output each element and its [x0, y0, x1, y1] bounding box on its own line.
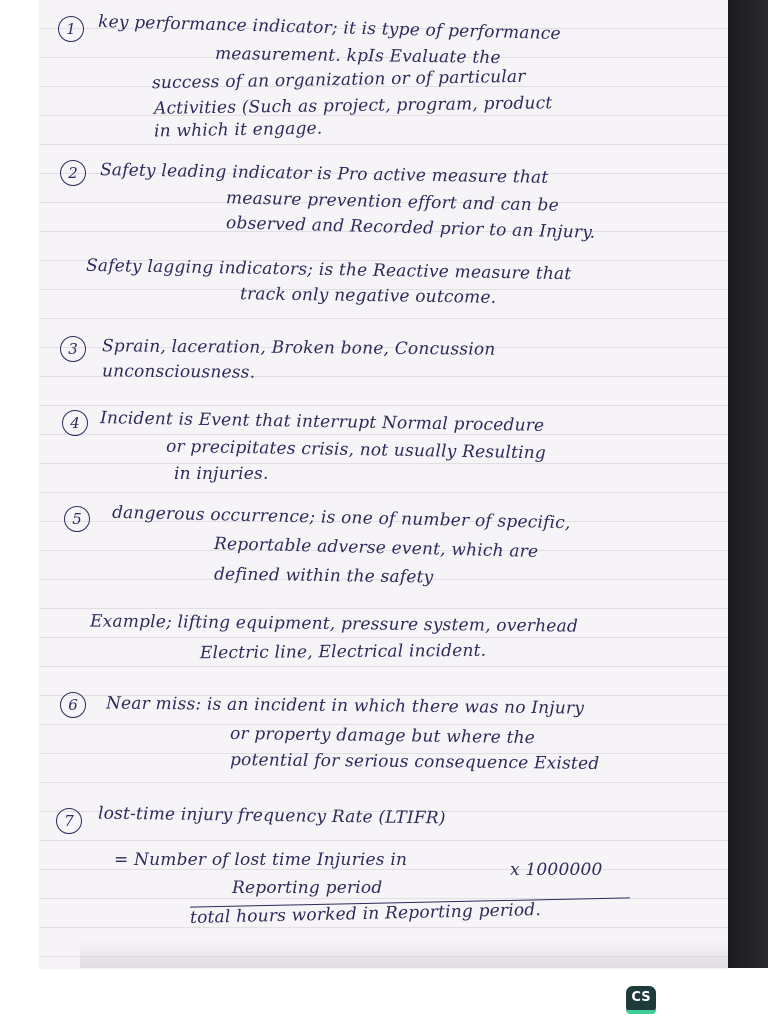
item-6-line-1: Near miss: is an incident in which there was no Injury — [105, 693, 585, 719]
item-6-line-3: potential for serious consequence Existed — [229, 750, 600, 774]
item-2b-line-1: Safety lagging indicators; is the Reactive measure that — [85, 255, 572, 285]
page-edge-shadow — [728, 0, 768, 968]
item-4-line-3: in injuries. — [174, 464, 269, 484]
camscanner-logo: CS — [626, 986, 656, 1014]
item-5-line-1: dangerous occurrence; is one of number of specific, — [111, 502, 571, 534]
item-4-line-2: or precipitates crisis, not usually Resulting — [165, 436, 547, 464]
item-7-line-1: lost-time injury frequency Rate (LTIFR) — [97, 803, 446, 829]
item-4-number: 4 — [62, 410, 88, 436]
item-3-line-2: unconsciousness. — [101, 361, 256, 383]
item-3-number: 3 — [60, 336, 86, 362]
item-6-line-2: or property damage but where the — [229, 723, 536, 749]
item-5-number: 5 — [64, 506, 90, 532]
item-3-line-1: Sprain, laceration, Broken bone, Concussion — [101, 336, 496, 360]
item-1-line-3: success of an organization or of particular — [151, 66, 526, 94]
item-5-line-2: Reportable adverse event, which are — [213, 534, 539, 562]
item-7-number: 7 — [56, 808, 82, 834]
item-1-line-5: in which it engage. — [153, 118, 323, 142]
item-1-line-1: key performance indicator; it is type of performance — [97, 11, 562, 45]
item-4-line-1: Incident is Event that interrupt Normal procedure — [99, 408, 545, 436]
item-7-numerator-period: Reporting period — [232, 878, 383, 898]
item-5b-line-2: Electric line, Electrical incident. — [199, 640, 487, 664]
notebook-page — [40, 0, 728, 968]
item-2-line-1: Safety leading indicator is Pro active measure that — [99, 160, 549, 188]
item-2b-line-2: track only negative outcome. — [239, 284, 497, 308]
item-6-number: 6 — [60, 692, 86, 718]
item-7-multiplier: x 1000000 — [510, 860, 603, 880]
item-2-number: 2 — [60, 160, 86, 186]
page-bottom-shade — [80, 940, 728, 968]
item-5-line-3: defined within the safety — [213, 564, 434, 588]
item-1-line-4: Activities (Such as project, program, product — [153, 93, 553, 119]
item-2-line-2: measure prevention effort and can be — [225, 188, 560, 216]
item-1-line-2: measurement. kpIs Evaluate the — [214, 44, 501, 68]
item-7-formula-numerator: = Number of lost time Injuries in — [114, 850, 408, 870]
item-5b-line-1: Example; lifting equipment, pressure system, overhead — [89, 611, 579, 637]
item-7-formula-denominator: total hours worked in Reporting period. — [189, 900, 542, 928]
item-2-line-3: observed and Recorded prior to an Injury. — [225, 213, 596, 243]
item-1-number: 1 — [58, 16, 84, 42]
